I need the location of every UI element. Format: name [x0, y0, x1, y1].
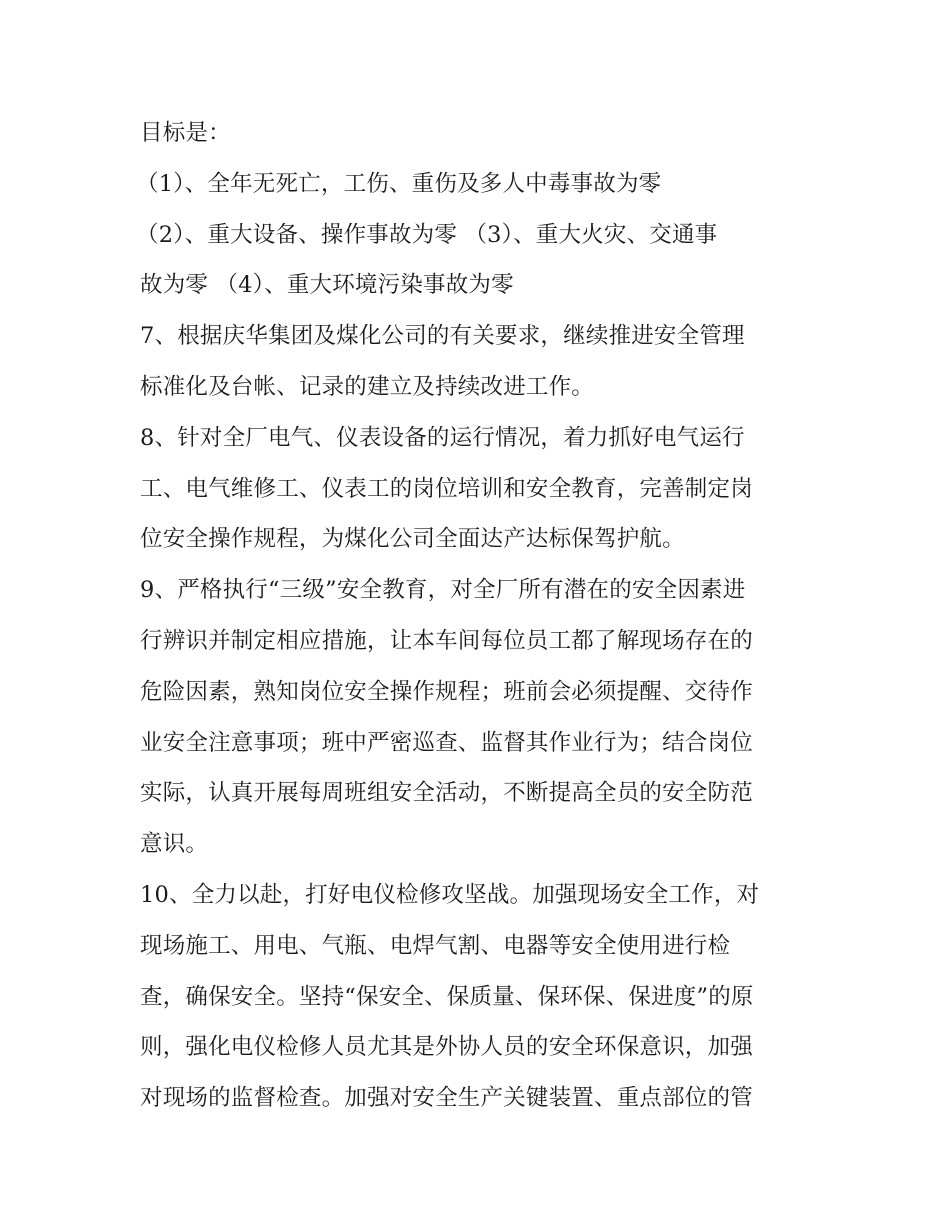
text-line: 标准化及台帐、记录的建立及持续改进工作。 — [140, 373, 595, 400]
text-line: 10、全力以赴，打好电仪检修攻坚战。加强现场安全工作，对 — [140, 881, 760, 908]
text-line: 工、电气维修工、仪表工的岗位培训和安全教育，完善制定岗 — [140, 475, 753, 502]
text-line: 7、根据庆华集团及煤化公司的有关要求，继续推进安全管理 — [140, 323, 745, 350]
text-line: 位安全操作规程，为煤化公司全面达产达标保驾护航。 — [140, 526, 685, 553]
text-line: 9、严格执行“三级”安全教育，对全厂所有潜在的安全因素进 — [140, 577, 746, 604]
document-body — [136, 108, 820, 1124]
text-line: （1）、全年无死亡，工伤、重伤及多人中毒事故为零 — [136, 170, 662, 197]
text-line: 意识。 — [140, 831, 209, 858]
text-line: 实际，认真开展每周班组安全活动，不断提高全员的安全防范 — [140, 780, 753, 807]
text-line: 故为零 （4）、重大环境污染事故为零 — [140, 272, 514, 299]
text-line: 行辨识并制定相应措施，让本车间每位员工都了解现场存在的 — [140, 627, 753, 654]
text-line: 业安全注意事项；班中严密巡查、监督其作业行为；结合岗位 — [140, 729, 753, 756]
text-line: （2）、重大设备、操作事故为零 （3）、重大火灾、交通事 — [136, 221, 718, 248]
text-line: 则，强化电仪检修人员尤其是外协人员的安全环保意识，加强 — [140, 1034, 753, 1061]
text-line: 查，确保安全。坚持“保安全、保质量、保环保、保进度”的原 — [140, 983, 754, 1010]
text-line: 8、针对全厂电气、仪表设备的运行情况，着力抓好电气运行 — [140, 424, 745, 451]
text-line: 对现场的监督检查。加强对安全生产关键装置、重点部位的管 — [140, 1085, 753, 1112]
text-line: 危险因素，熟知岗位安全操作规程；班前会必须提醒、交待作 — [140, 678, 753, 705]
text-line: 目标是： — [140, 120, 231, 146]
text-line: 现场施工、用电、气瓶、电焊气割、电器等安全使用进行检 — [140, 932, 731, 959]
